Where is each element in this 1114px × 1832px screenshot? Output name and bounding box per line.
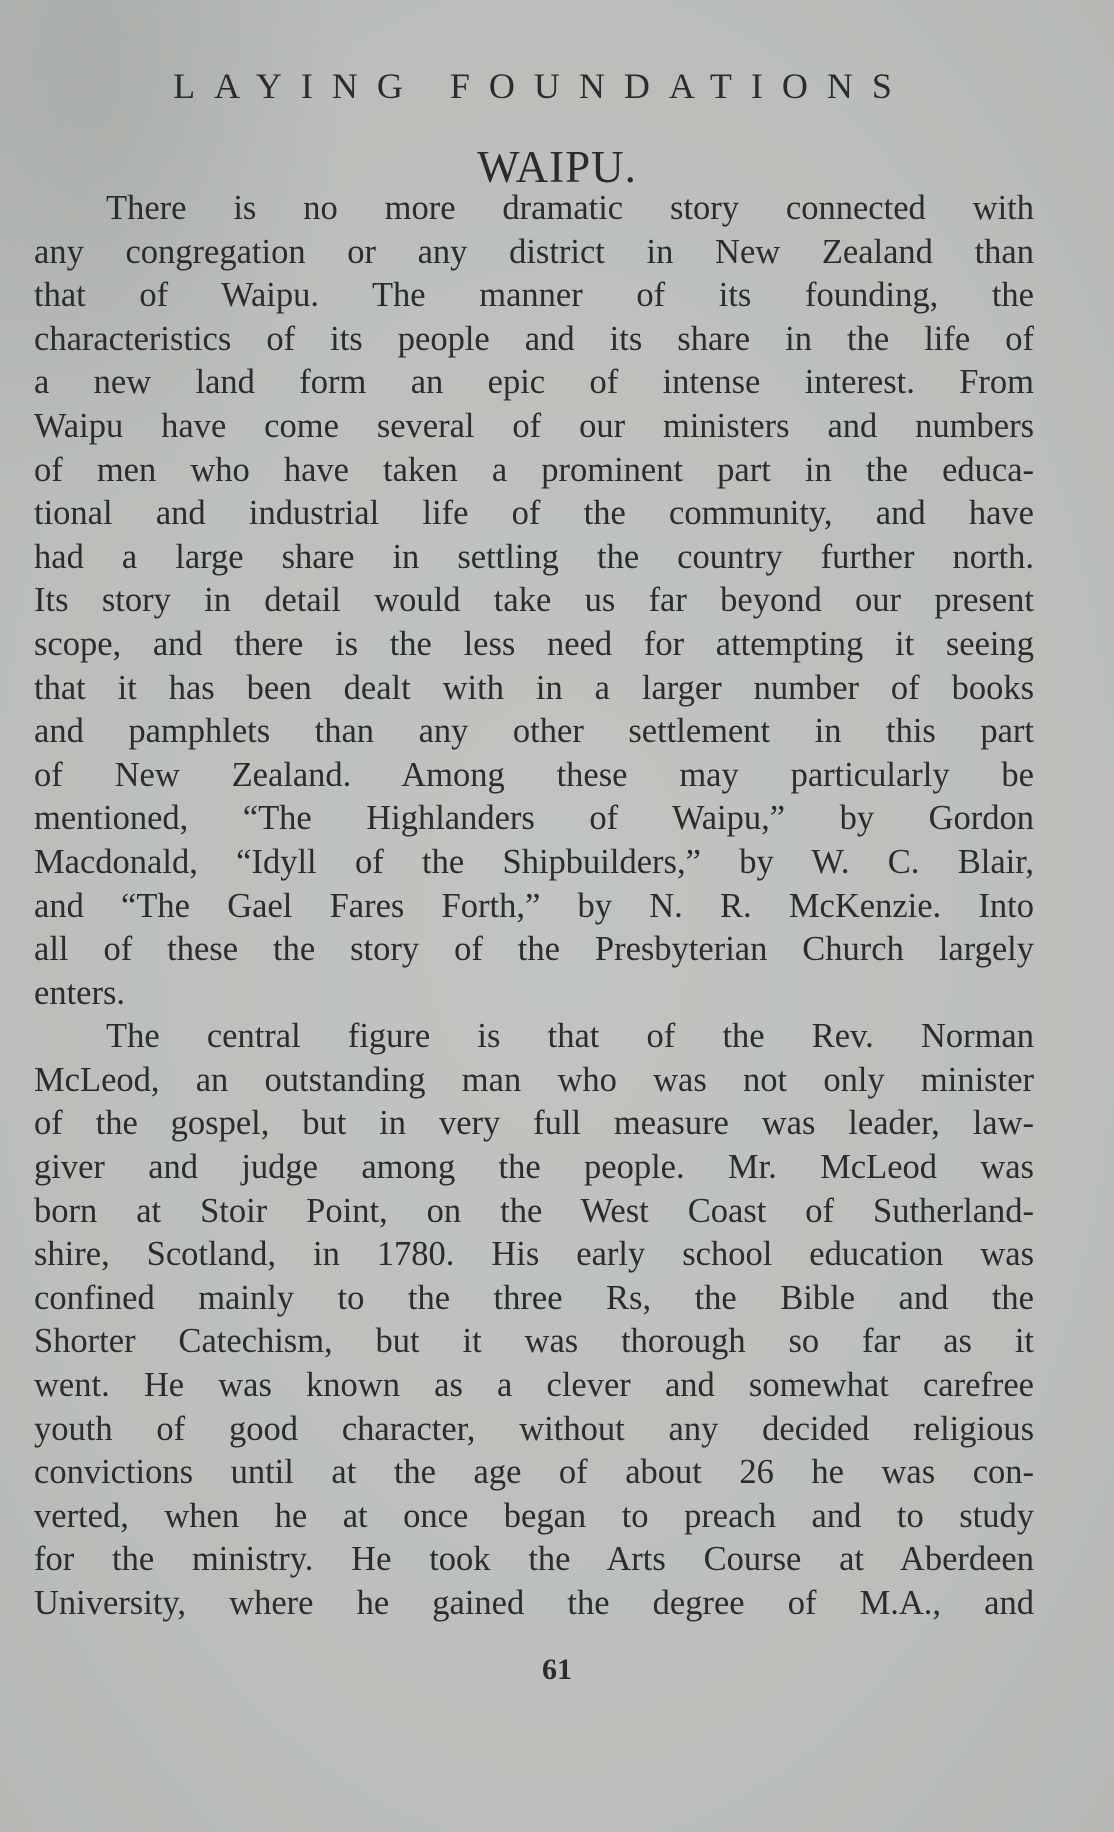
text-line: a new land form an epic of intense interest. From [34, 363, 1034, 402]
paragraph-2 [34, 1015, 1034, 1625]
text-line: for the ministry. He took the Arts Course at Aberdeen [34, 1540, 1034, 1579]
chapter-title: WAIPU. [477, 142, 637, 192]
text-line: tional and industrial life of the community, and have [34, 494, 1034, 533]
text-line: University, where he gained the degree of M.A., and [34, 1584, 1034, 1622]
text-line: and pamphlets than any other settlement in this part [34, 712, 1034, 751]
text-line: enters. [34, 973, 126, 1012]
text-line: scope, and there is the less need for attempting it seeing [34, 624, 1034, 663]
text-line: Macdonald, “Idyll of the Shipbuilders,” by W. C. Blair, [34, 842, 1034, 881]
running-head: LAYING FOUNDATIONS [173, 66, 911, 106]
text-line: and “The Gael Fares Forth,” by N. R. McKenzie. Into [34, 886, 1034, 925]
text-line: mentioned, “The Highlanders of Waipu,” by Gordon [34, 799, 1034, 838]
body-text [34, 187, 1034, 1626]
text-line: Waipu have come several of our ministers and numbers [34, 406, 1034, 445]
text-line: Its story in detail would take us far beyond our present [34, 581, 1034, 620]
text-line: all of these the story of the Presbyterian Church largely [34, 930, 1034, 969]
text-line: that of Waipu. The manner of its founding, the [34, 276, 1034, 315]
text-line: of men who have taken a prominent part in the educa- [34, 450, 1034, 489]
text-line: There is no more dramatic story connected with [106, 189, 1034, 227]
text-line: characteristics of its people and its share in the life of [34, 319, 1034, 358]
text-line: giver and judge among the people. Mr. McLeod was [34, 1148, 1034, 1187]
text-line: Shorter Catechism, but it was thorough so far as it [34, 1322, 1034, 1361]
text-line: youth of good character, without any decided religious [34, 1409, 1034, 1448]
text-line: McLeod, an outstanding man who was not only minister [34, 1060, 1034, 1099]
text-line: convictions until at the age of about 26 he was con- [34, 1453, 1034, 1492]
page-number: 61 [542, 1653, 572, 1686]
text-line: had a large share in settling the country further north. [34, 537, 1034, 576]
paragraph-1 [34, 187, 1034, 1015]
text-line: any congregation or any district in New Zealand than [34, 232, 1034, 271]
text-line: shire, Scotland, in 1780. His early school education was [34, 1235, 1034, 1274]
text-line: of New Zealand. Among these may particularly be [34, 755, 1034, 794]
text-line: verted, when he at once began to preach and to study [34, 1496, 1034, 1535]
text-line: confined mainly to the three Rs, the Bible and the [34, 1278, 1034, 1317]
text-line: went. He was known as a clever and somewhat carefree [34, 1366, 1034, 1405]
text-line: that it has been dealt with in a larger number of books [34, 668, 1034, 707]
text-line: born at Stoir Point, on the West Coast of Sutherland- [34, 1191, 1034, 1230]
text-line: of the gospel, but in very full measure was leader, law- [34, 1104, 1034, 1143]
text-line: The central figure is that of the Rev. Norman [106, 1017, 1034, 1056]
